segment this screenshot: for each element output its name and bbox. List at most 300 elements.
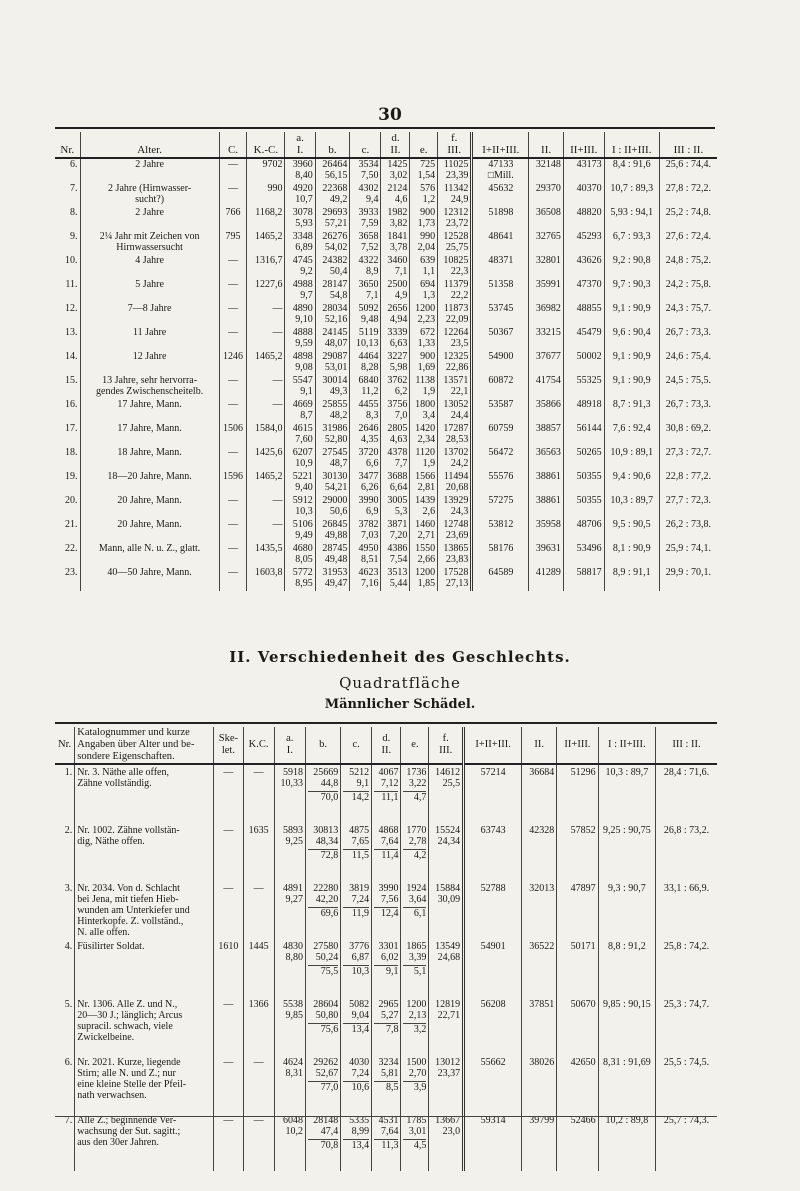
percentage-subtotal: 3,2 [403, 1023, 426, 1035]
value-ii: 35866 [529, 399, 564, 423]
value-d-line: 4,63 [389, 434, 408, 445]
ratio-iii-ii: 27,3 : 72,7. [659, 447, 717, 471]
value-ii: 33215 [529, 327, 564, 351]
value-d-line: 4,9 [394, 290, 408, 301]
value-e-line: 1736 [406, 767, 427, 778]
value-cc [350, 567, 381, 591]
value-sum [472, 255, 529, 279]
value-b-line: 48,07 [324, 338, 348, 349]
table-row [55, 447, 717, 471]
value-cc-line: 2646 [358, 423, 379, 434]
value-d [381, 303, 410, 327]
value-cc [350, 423, 381, 447]
value-a-line: 9,40 [295, 482, 313, 493]
value-f-line: 22,71 [437, 1010, 461, 1021]
value-b-line: 44,8 [320, 778, 339, 789]
value-f [438, 303, 472, 327]
value-b [315, 447, 350, 471]
value-f [429, 1055, 464, 1113]
value-cc-line: 8,9 [365, 266, 379, 277]
value-d-line: 4,94 [389, 314, 408, 325]
value-f [438, 231, 472, 255]
value-a [285, 207, 315, 231]
value-e [401, 997, 429, 1055]
value-cc [350, 279, 381, 303]
value-f-line: 23,83 [445, 554, 469, 565]
value-sum [472, 183, 529, 207]
age-table-header [55, 132, 717, 158]
value-sum [472, 567, 529, 591]
value-ii: 37851 [522, 997, 557, 1055]
value-cc [341, 939, 372, 997]
value-d [381, 207, 410, 231]
value-kc: 1603,8 [247, 567, 285, 591]
value-cc-line: 6,87 [351, 952, 370, 963]
value-d-line: 2965 [378, 999, 399, 1010]
age-description [80, 351, 219, 375]
value-sum: 57214 [464, 764, 522, 823]
table-row [55, 158, 717, 183]
value-sum-line: 60872 [488, 375, 514, 386]
age-description-line: 4 Jahre [135, 255, 164, 266]
value-f-line: 11342 [443, 183, 469, 194]
value-a-line: 6207 [292, 447, 313, 458]
value-f [438, 567, 472, 591]
row-number: 14. [65, 351, 78, 362]
value-e-line: 3,4 [422, 410, 436, 421]
value-a-line: 4898 [292, 351, 313, 362]
value-a [274, 1113, 306, 1171]
value-ii: 38861 [529, 495, 564, 519]
value-b-line: 30813 [313, 825, 339, 836]
value-a-line: 8,7 [300, 410, 313, 421]
catalog-description-line: Nr. 2021. Kurze, liegende [77, 1057, 181, 1068]
value-e-line: 1800 [415, 399, 436, 410]
catalog-description-line: Nr. 1306. Alle Z. und N., [77, 999, 178, 1010]
age-table [55, 132, 717, 591]
percentage-subtotal: 70,8 [308, 1139, 338, 1151]
value-b [315, 423, 350, 447]
value-sum-line: 53812 [488, 519, 514, 530]
value-e-line: 2,04 [417, 242, 436, 253]
value-d-line: 4378 [387, 447, 408, 458]
value-sum-line: 56472 [488, 447, 514, 458]
table-row [55, 495, 717, 519]
value-f [438, 543, 472, 567]
percentage-subtotal: 10,6 [343, 1081, 369, 1093]
value-a [285, 471, 315, 495]
value-cc-line: 3650 [358, 279, 379, 290]
value-f-line: 23,39 [445, 170, 469, 181]
value-e-line: 1200 [415, 567, 436, 578]
value-kc: — [247, 495, 285, 519]
catalog-description-line: Nr. 2034. Von d. Schlacht [77, 883, 180, 894]
value-d-line: 3339 [387, 327, 408, 338]
table-row [55, 997, 717, 1055]
value-b-line: 49,2 [329, 194, 348, 205]
value-skelet: — [214, 1055, 243, 1113]
value-sum-line: 58176 [488, 543, 514, 554]
value-skelet: — [214, 997, 243, 1055]
value-a [274, 939, 306, 997]
value-a-line: 5918 [283, 767, 304, 778]
value-a-line: 10,3 [295, 506, 313, 517]
value-e-line: 2,34 [417, 434, 436, 445]
value-kc: — [243, 881, 274, 939]
percentage-subtotal: 11,5 [343, 849, 369, 861]
value-e [401, 939, 429, 997]
row-number: 23. [65, 567, 78, 578]
value-f [438, 158, 472, 183]
value-a [285, 327, 315, 351]
value-cc-line: 3658 [358, 231, 379, 242]
col-ii: II. [522, 727, 557, 764]
ratio-i-ii-iii: 10,3 : 89,7 [598, 764, 656, 823]
value-cc [350, 255, 381, 279]
value-a-line: 9,7 [300, 290, 313, 301]
value-f-line: 15884 [435, 883, 461, 894]
value-b-line: 29087 [322, 351, 348, 362]
value-b-line: 26464 [322, 159, 348, 170]
percentage-subtotal: 10,3 [343, 965, 369, 977]
age-description [80, 231, 219, 255]
value-e-line: 725 [420, 159, 436, 170]
age-description-line: 18 Jahre, Mann. [117, 447, 182, 458]
ratio-iii-ii: 24,3 : 75,7. [659, 303, 717, 327]
value-cc [341, 997, 372, 1055]
value-sum [472, 207, 529, 231]
value-sum: 52788 [464, 881, 522, 939]
percentage-subtotal: 14,2 [343, 791, 369, 803]
value-b-line: 52,16 [324, 314, 348, 325]
value-cc [350, 158, 381, 183]
ratio-iii-ii: 27,6 : 72,4. [659, 231, 717, 255]
value-e [410, 279, 438, 303]
age-description [80, 543, 219, 567]
value-e [410, 231, 438, 255]
table-row [55, 375, 717, 399]
catalog-description-line: Alle Z.; beginnende Ver- [77, 1115, 177, 1126]
value-b-line: 22368 [322, 183, 348, 194]
value-e-line: 1,73 [417, 218, 436, 229]
value-cc-line: 5212 [349, 767, 370, 778]
value-f-line: 24,68 [437, 952, 461, 963]
value-e [410, 351, 438, 375]
value-f-line: 23,0 [442, 1126, 461, 1137]
value-f-line: 11025 [443, 159, 469, 170]
value-d [381, 543, 410, 567]
value-b-line: 50,80 [315, 1010, 339, 1021]
value-cc [350, 543, 381, 567]
value-e [410, 375, 438, 399]
value-cc-line: 8,3 [365, 410, 379, 421]
value-e-line: 1770 [406, 825, 427, 836]
value-sum: 54901 [464, 939, 522, 997]
value-c: — [219, 183, 247, 207]
value-kc: 1465,2 [247, 471, 285, 495]
value-cc [350, 183, 381, 207]
value-d-line: 1425 [387, 159, 408, 170]
value-f [438, 351, 472, 375]
value-e [401, 764, 429, 823]
value-f-line: 10825 [443, 255, 469, 266]
age-description-line: 12 Jahre [132, 351, 167, 362]
ratio-i-ii-iii: 10,3 : 89,7 [604, 495, 659, 519]
value-b-line: 28604 [313, 999, 339, 1010]
ratio-i-ii-iii: 8,1 : 90,9 [604, 543, 659, 567]
age-description-line: sucht?) [135, 194, 165, 205]
value-ii: 36563 [529, 447, 564, 471]
ratio-i-ii-iii: 9,5 : 90,5 [604, 519, 659, 543]
value-cc-line: 4302 [358, 183, 379, 194]
value-sum [472, 158, 529, 183]
age-description-line: Hirnwassersucht [116, 242, 183, 253]
value-cc-line: 11,2 [361, 386, 379, 397]
col-ratio1: I : II+III. [604, 132, 659, 158]
value-f-line: 17528 [443, 567, 469, 578]
col-a: a. I. [274, 727, 306, 764]
value-cc-line: 8,28 [360, 362, 379, 373]
value-f-line: 12312 [443, 207, 469, 218]
value-b-line: 27580 [313, 941, 339, 952]
value-a-line: 9,1 [300, 386, 313, 397]
value-cc [350, 495, 381, 519]
value-e-line: 1,2 [422, 194, 436, 205]
value-f [438, 375, 472, 399]
value-sum [472, 471, 529, 495]
age-description [80, 158, 219, 183]
value-e-line: 694 [420, 279, 436, 290]
ratio-i-ii-iii: 9,4 : 90,6 [604, 471, 659, 495]
catalog-description-line: eine kleine Stelle der Pfeil- [77, 1079, 187, 1090]
table-row [55, 1055, 717, 1113]
col-alter: Alter. [80, 132, 219, 158]
value-c: 1596 [219, 471, 247, 495]
value-e-line: 1,69 [417, 362, 436, 373]
catalog-description-line: nath verwachsen. [77, 1090, 147, 1101]
value-e-line: 2,66 [417, 554, 436, 565]
value-cc [350, 207, 381, 231]
value-f-line: 13667 [435, 1115, 461, 1126]
value-a [285, 279, 315, 303]
catalog-description-line: Füsilirter Soldat. [77, 941, 145, 952]
value-a-line: 8,31 [285, 1068, 304, 1079]
value-kc: 990 [247, 183, 285, 207]
table-row [55, 231, 717, 255]
value-f-line: 24,4 [450, 410, 469, 421]
value-f-line: 28,53 [445, 434, 469, 445]
value-a [285, 423, 315, 447]
ratio-i-ii-iii: 10,2 : 89,8 [598, 1113, 656, 1171]
ratio-i-ii-iii: 5,93 : 94,1 [604, 207, 659, 231]
value-ii-iii: 48918 [563, 399, 604, 423]
percentage-subtotal: 77,0 [308, 1081, 338, 1093]
value-b-line: 26845 [322, 519, 348, 530]
value-f [429, 881, 464, 939]
value-d-line: 3227 [387, 351, 408, 362]
age-description [80, 327, 219, 351]
sex-table-header [55, 727, 717, 764]
value-b-line: 49,3 [329, 386, 348, 397]
value-a [274, 1055, 306, 1113]
value-cc-line: 9,48 [360, 314, 379, 325]
section-title: II. Verschiedenheit des Geschlechts. [229, 648, 571, 666]
value-e-line: 3,39 [408, 952, 427, 963]
value-sum-line: 50367 [488, 327, 514, 338]
value-c: 766 [219, 207, 247, 231]
value-a-line: 9,59 [295, 338, 313, 349]
value-b-line: 52,67 [315, 1068, 339, 1079]
value-e [410, 543, 438, 567]
value-sum [472, 495, 529, 519]
row-number: 15. [65, 375, 78, 386]
value-f [429, 997, 464, 1055]
col-d: d. II. [372, 727, 401, 764]
ratio-i-ii-iii: 9,7 : 90,3 [604, 279, 659, 303]
col-e: e. [401, 727, 429, 764]
value-kc: 1465,2 [247, 231, 285, 255]
value-b-line: 54,02 [324, 242, 348, 253]
value-e-line: 1138 [415, 375, 436, 386]
ratio-iii-ii: 30,8 : 69,2. [659, 423, 717, 447]
value-a-line: 4988 [292, 279, 313, 290]
value-a-line: 3348 [292, 231, 313, 242]
ratio-iii-ii: 24,5 : 75,5. [659, 375, 717, 399]
value-d-line: 4386 [387, 543, 408, 554]
value-ii-iii: 58817 [563, 567, 604, 591]
col-e: e. [410, 132, 438, 158]
ratio-iii-ii: 24,6 : 75,4. [659, 351, 717, 375]
value-cc [341, 1055, 372, 1113]
ratio-i-ii-iii: 6,7 : 93,3 [604, 231, 659, 255]
value-cc-line: 3477 [358, 471, 379, 482]
value-b-line: 26276 [322, 231, 348, 242]
value-ii-iii: 48855 [563, 303, 604, 327]
value-cc-line: 8,99 [351, 1126, 370, 1137]
value-b [306, 1113, 341, 1171]
value-cc [341, 764, 372, 823]
value-cc-line: 6,6 [365, 458, 379, 469]
age-description-line: 2 Jahre [135, 207, 164, 218]
value-ii: 32765 [529, 231, 564, 255]
value-cc-line: 3534 [358, 159, 379, 170]
value-b [315, 231, 350, 255]
catalog-description-line: dig, Näthe offen. [77, 836, 145, 847]
value-e-line: 1550 [415, 543, 436, 554]
ratio-iii-ii: 24,8 : 75,2. [659, 255, 717, 279]
value-f [429, 823, 464, 881]
value-e-line: 1,54 [417, 170, 436, 181]
value-cc-line: 9,04 [351, 1010, 370, 1021]
value-d-line: 3871 [387, 519, 408, 530]
age-description-line: 11 Jahre [132, 327, 167, 338]
value-b-line: 28148 [313, 1115, 339, 1126]
table-row [55, 519, 717, 543]
bottom-rule [55, 1116, 717, 1117]
value-cc [350, 303, 381, 327]
age-description-line: 40—50 Jahre, Mann. [107, 567, 192, 578]
age-description [80, 207, 219, 231]
value-sum: 56208 [464, 997, 522, 1055]
percentage-subtotal: 7,8 [374, 1023, 398, 1035]
value-kc: — [243, 764, 274, 823]
table-row [55, 471, 717, 495]
value-b-line: 54,8 [329, 290, 348, 301]
value-sum-line: 53745 [488, 303, 514, 314]
value-f-line: 12528 [443, 231, 469, 242]
age-description [80, 447, 219, 471]
value-skelet: — [214, 881, 243, 939]
value-ii: 29370 [529, 183, 564, 207]
catalog-description-line: Nr. 3. Näthe alle offen, [77, 767, 169, 778]
catalog-description-line: aus den 30er Jahren. [77, 1137, 159, 1148]
value-d [381, 375, 410, 399]
value-cc-line: 4455 [358, 399, 379, 410]
row-number: 10. [65, 255, 78, 266]
percentage-subtotal: 5,1 [403, 965, 426, 977]
value-d-line: 3,02 [389, 170, 408, 181]
age-description [80, 303, 219, 327]
value-b [315, 279, 350, 303]
value-cc [350, 471, 381, 495]
catalog-description-line: Stirn; alle N. und Z.; nur [77, 1068, 176, 1079]
value-cc-line: 4950 [358, 543, 379, 554]
value-f-line: 13865 [443, 543, 469, 554]
value-b [315, 375, 350, 399]
value-cc-line: 7,50 [360, 170, 379, 181]
value-a-line: 4669 [292, 399, 313, 410]
value-e-line: 1,85 [417, 578, 436, 589]
value-d-line: 6,63 [389, 338, 408, 349]
value-b-line: 29693 [322, 207, 348, 218]
value-ii-iii: 47370 [563, 279, 604, 303]
value-d-line: 4531 [378, 1115, 399, 1126]
value-f-line: 14612 [435, 767, 461, 778]
col-f: f. III. [438, 132, 472, 158]
catalog-description-line: Zwickelbeine. [77, 1032, 135, 1043]
col-nr: Nr. [55, 727, 75, 764]
value-d-line: 3460 [387, 255, 408, 266]
value-d-line: 3990 [378, 883, 399, 894]
value-a-line: 7,60 [295, 434, 313, 445]
percentage-subtotal: 4,7 [403, 791, 426, 803]
value-skelet: — [214, 764, 243, 823]
value-f-line: 11494 [443, 471, 469, 482]
ratio-iii-ii: 22,8 : 77,2. [659, 471, 717, 495]
table-row [55, 327, 717, 351]
value-f-line: 20,68 [445, 482, 469, 493]
value-ii-iii: 56144 [563, 423, 604, 447]
value-d-line: 1841 [387, 231, 408, 242]
row-number: 13. [65, 327, 78, 338]
value-ii: 37677 [529, 351, 564, 375]
value-kc: — [247, 399, 285, 423]
col-skelet: Ske- let. [214, 727, 243, 764]
ratio-i-ii-iii: 9,1 : 90,9 [604, 303, 659, 327]
value-b [315, 158, 350, 183]
value-a-line: 9,27 [285, 894, 304, 905]
value-e-line: 3,22 [408, 778, 427, 789]
col-kc: K.C. [243, 727, 274, 764]
row-number: 17. [65, 423, 78, 434]
value-kc: — [247, 303, 285, 327]
age-description [80, 399, 219, 423]
catalog-description-line: wachsung der Sut. sagitt.; [77, 1126, 181, 1137]
value-sum [472, 399, 529, 423]
ratio-iii-ii: 25,3 : 74,7. [656, 997, 717, 1055]
value-sum-line: 57275 [488, 495, 514, 506]
percentage-subtotal: 11,1 [374, 791, 398, 803]
